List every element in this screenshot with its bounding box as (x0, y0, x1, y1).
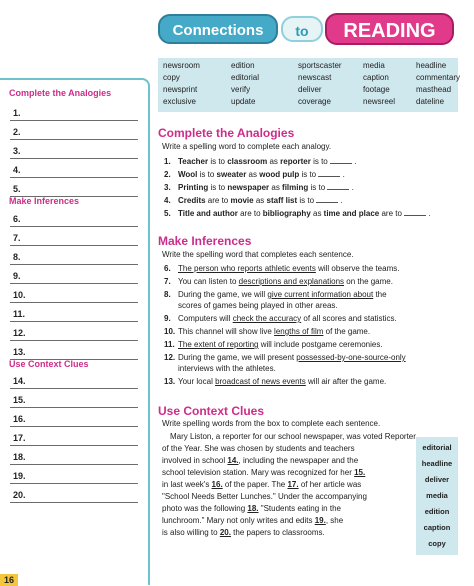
item-number: 11. (164, 340, 175, 349)
word-bank-word: caption (363, 73, 389, 82)
answer-line[interactable] (10, 102, 138, 121)
blank-number[interactable]: 20. (219, 528, 231, 537)
answer-line[interactable] (10, 159, 138, 178)
word-bank-word: footage (363, 85, 390, 94)
term: newspaper (227, 183, 270, 192)
text: of the game. (323, 327, 371, 336)
text: as (246, 170, 260, 179)
context-word: caption (423, 523, 451, 532)
answer-strip (0, 78, 150, 585)
text: During the game, we will (178, 290, 268, 299)
clue-phrase: descriptions and explanations (238, 277, 345, 286)
text: is to (208, 157, 228, 166)
text: is also willing to (162, 528, 220, 537)
word-bank-word: edition (231, 61, 255, 70)
text: the papers to classrooms. (230, 528, 325, 537)
answer-number: 3. (13, 146, 21, 156)
inference-item (164, 290, 464, 300)
inference-item (164, 327, 464, 337)
answer-line[interactable] (10, 427, 138, 446)
blank-number[interactable]: 19. (314, 516, 326, 525)
word-bank-word: verify (231, 85, 251, 94)
context-word: headline (421, 459, 453, 468)
term: Credits (178, 196, 206, 205)
term: Printing (178, 183, 209, 192)
answer-section-title: Make Inferences (9, 196, 80, 206)
analogy-item: 2. Wool is to sweater as wood pulp is to . (164, 170, 345, 179)
paragraph-line: "School Needs Better Lunches." Under the accompanying (162, 492, 367, 501)
answer-number: 20. (13, 490, 26, 500)
word-bank-word: exclusive (163, 97, 196, 106)
paragraph-line (162, 480, 361, 489)
answer-line[interactable] (10, 389, 138, 408)
text: on the game. (344, 277, 393, 286)
text: is to (197, 170, 217, 179)
inference-item (164, 277, 464, 287)
paragraph-line (162, 456, 358, 465)
answer-line[interactable] (10, 303, 138, 322)
text: Your local (178, 377, 216, 386)
section-title-analogies: Complete the Analogies (158, 126, 295, 140)
word-bank-word: newsroom (163, 61, 200, 70)
answer-number: 4. (13, 165, 21, 175)
answer-line[interactable] (10, 265, 138, 284)
inference-item (164, 377, 464, 387)
directions: Write the spelling word that completes each sentence. (162, 250, 354, 259)
answer-line[interactable] (10, 446, 138, 465)
answer-line[interactable] (10, 370, 138, 389)
answer-number: 15. (13, 395, 26, 405)
inference-item (164, 353, 464, 363)
context-word: copy (428, 539, 446, 548)
text: will air after the game. (305, 377, 387, 386)
clue-phrase: give current information about (267, 290, 374, 299)
clue-phrase: broadcast of news events (215, 377, 306, 386)
answer-section-title: Complete the Analogies (9, 88, 112, 98)
text: school television station. Mary was recognized for her (162, 468, 355, 477)
word-bank-word: editorial (231, 73, 260, 82)
term: Wool (178, 170, 198, 179)
answer-number: 8. (13, 252, 21, 262)
answer-line[interactable] (10, 484, 138, 503)
text: lunchroom." Mary not only writes and edits (162, 516, 315, 525)
analogy-item: 4. Credits are to movie as staff list is to . (164, 196, 343, 205)
answer-number: 10. (13, 290, 26, 300)
term: movie (230, 196, 254, 205)
answer-section-title: Use Context Clues (9, 359, 89, 369)
term: sweater (216, 170, 247, 179)
item-number: 5. (164, 209, 171, 218)
blank-number[interactable]: 17. (287, 480, 299, 489)
text: of all scores and statistics. (301, 314, 397, 323)
text: photo was the following (162, 504, 248, 513)
answer-blank[interactable] (330, 155, 352, 164)
context-word: deliver (424, 475, 450, 484)
word-bank-word: sportscaster (298, 61, 342, 70)
text: will include postgame ceremonies. (258, 340, 383, 349)
text: are to (237, 209, 263, 218)
paragraph-line: of the Year. She was chosen by students and teachers (162, 444, 355, 453)
section-title-inferences: Make Inferences (158, 234, 252, 248)
paragraph-line (162, 516, 343, 525)
text: in last week's (162, 480, 212, 489)
context-word: edition (424, 507, 450, 516)
answer-number: 1. (13, 108, 21, 118)
context-word-box (416, 437, 458, 555)
word-bank-word: update (231, 97, 256, 106)
term: Teacher (178, 157, 209, 166)
word-bank-word: commentary (416, 73, 461, 82)
section-title-context: Use Context Clues (158, 404, 265, 418)
blank-number[interactable]: 14. (227, 456, 239, 465)
analogy-item: 3. Printing is to newspaper as filming is to . (164, 183, 354, 192)
item-number: 8. (164, 290, 171, 299)
text: , including the newspaper and the (238, 456, 359, 465)
text: are to (205, 196, 231, 205)
answer-line[interactable] (10, 284, 138, 303)
answer-number: 9. (13, 271, 21, 281)
inference-continuation: interviews with the athletes. (178, 364, 276, 373)
analogy-item: 5. Title and author are to bibliography as time and place are to . (164, 209, 431, 218)
clue-phrase: The person who reports athletic events (178, 264, 316, 273)
answer-number: 12. (13, 328, 26, 338)
directions: Write spelling words from the box to complete each sentence. (162, 419, 381, 428)
reading-banner: READING (325, 13, 454, 45)
text: of the paper. The (222, 480, 288, 489)
item-number: 1. (164, 157, 171, 166)
answer-line[interactable] (10, 246, 138, 265)
clue-phrase: possessed-by-one-source-only (296, 353, 406, 362)
item-number: 2. (164, 170, 171, 179)
word-bank-word: copy (163, 73, 180, 82)
text: of her article was (298, 480, 362, 489)
answer-line[interactable] (10, 140, 138, 159)
inference-item (164, 340, 464, 350)
word-bank-word: headline (416, 61, 447, 70)
text: will observe the teams. (315, 264, 400, 273)
text: as (310, 209, 324, 218)
analogy-item: 1. Teacher is to classroom as reporter is to . (164, 157, 357, 166)
answer-number: 17. (13, 433, 26, 443)
word-bank-word: dateline (416, 97, 445, 106)
word-bank-word: newscast (298, 73, 332, 82)
text: During the game, we will present (178, 353, 297, 362)
term: staff list (266, 196, 298, 205)
clue-phrase: The extent of reporting (178, 340, 259, 349)
answer-number: 16. (13, 414, 26, 424)
paragraph-line (162, 468, 365, 477)
answer-blank[interactable] (327, 181, 349, 190)
answer-number: 7. (13, 233, 21, 243)
context-word: media (426, 491, 448, 500)
text: are to (379, 209, 405, 218)
answer-line[interactable] (10, 341, 138, 360)
word-bank-word: masthead (416, 85, 452, 94)
answer-number: 13. (13, 347, 26, 357)
word-bank-word: coverage (298, 97, 331, 106)
paragraph-line: Mary Liston, a reporter for our school newspaper, was voted Reporter (170, 432, 416, 441)
answer-line[interactable] (10, 178, 138, 197)
inference-item (164, 314, 464, 324)
answer-number: 2. (13, 127, 21, 137)
word-bank-word: newsreel (363, 97, 396, 106)
item-number: 4. (164, 196, 171, 205)
text: You can listen to (178, 277, 239, 286)
connections-banner: Connections (158, 14, 278, 44)
text: as (269, 183, 283, 192)
inference-item (164, 264, 464, 274)
answer-number: 14. (13, 376, 26, 386)
answer-number: 11. (13, 309, 26, 319)
answer-blank[interactable] (404, 207, 426, 216)
answer-number: 5. (13, 184, 21, 194)
text: is to (308, 183, 328, 192)
term: filming (282, 183, 309, 192)
blank-number[interactable]: 15. (354, 468, 366, 477)
text: the (373, 290, 387, 299)
inference-continuation: scores of games being played in other areas. (178, 301, 338, 310)
answer-number: 6. (13, 214, 21, 224)
answer-line[interactable] (10, 408, 138, 427)
text: is to (310, 157, 330, 166)
paragraph-line (162, 504, 341, 513)
text: is to (297, 196, 317, 205)
answer-number: 18. (13, 452, 26, 462)
answer-line[interactable] (10, 227, 138, 246)
context-word: editorial (422, 443, 452, 452)
term: time and place (323, 209, 380, 218)
item-number: 9. (164, 314, 171, 323)
text: is to (299, 170, 319, 179)
item-number: 13. (164, 377, 176, 386)
term: classroom (227, 157, 268, 166)
to-banner: to (281, 16, 323, 42)
term: wood pulp (259, 170, 300, 179)
item-number: 12. (164, 353, 176, 362)
answer-blank[interactable] (318, 168, 340, 177)
blank-number[interactable]: 16. (211, 480, 223, 489)
clue-phrase: lengths of film (274, 327, 324, 336)
blank-number[interactable]: 18. (247, 504, 259, 513)
item-number: 6. (164, 264, 171, 273)
term: bibliography (262, 209, 311, 218)
answer-line[interactable] (10, 121, 138, 140)
text: "Students eating in the (258, 504, 341, 513)
answer-line[interactable] (10, 322, 138, 341)
word-bank-word: newsprint (163, 85, 198, 94)
directions: Write a spelling word to complete each analogy. (162, 142, 332, 151)
word-bank-word: media (363, 61, 385, 70)
term: reporter (280, 157, 311, 166)
paragraph-line (162, 528, 325, 537)
text: This channel will show live (178, 327, 275, 336)
answer-blank[interactable] (316, 194, 338, 203)
answer-line[interactable] (10, 465, 138, 484)
item-number: 10. (164, 327, 176, 336)
clue-phrase: check the accuracy (232, 314, 302, 323)
answer-number: 19. (13, 471, 26, 481)
word-bank (158, 58, 461, 112)
text: as (253, 196, 267, 205)
item-number: 7. (164, 277, 171, 286)
text: is to (208, 183, 228, 192)
page-number: 16 (0, 574, 18, 586)
word-bank-word: deliver (298, 85, 322, 94)
answer-line[interactable] (10, 208, 138, 227)
item-number: 3. (164, 183, 171, 192)
text: , she (325, 516, 344, 525)
text: Computers will (178, 314, 233, 323)
text: as (267, 157, 281, 166)
text: involved in school (162, 456, 228, 465)
term: Title and author (178, 209, 238, 218)
